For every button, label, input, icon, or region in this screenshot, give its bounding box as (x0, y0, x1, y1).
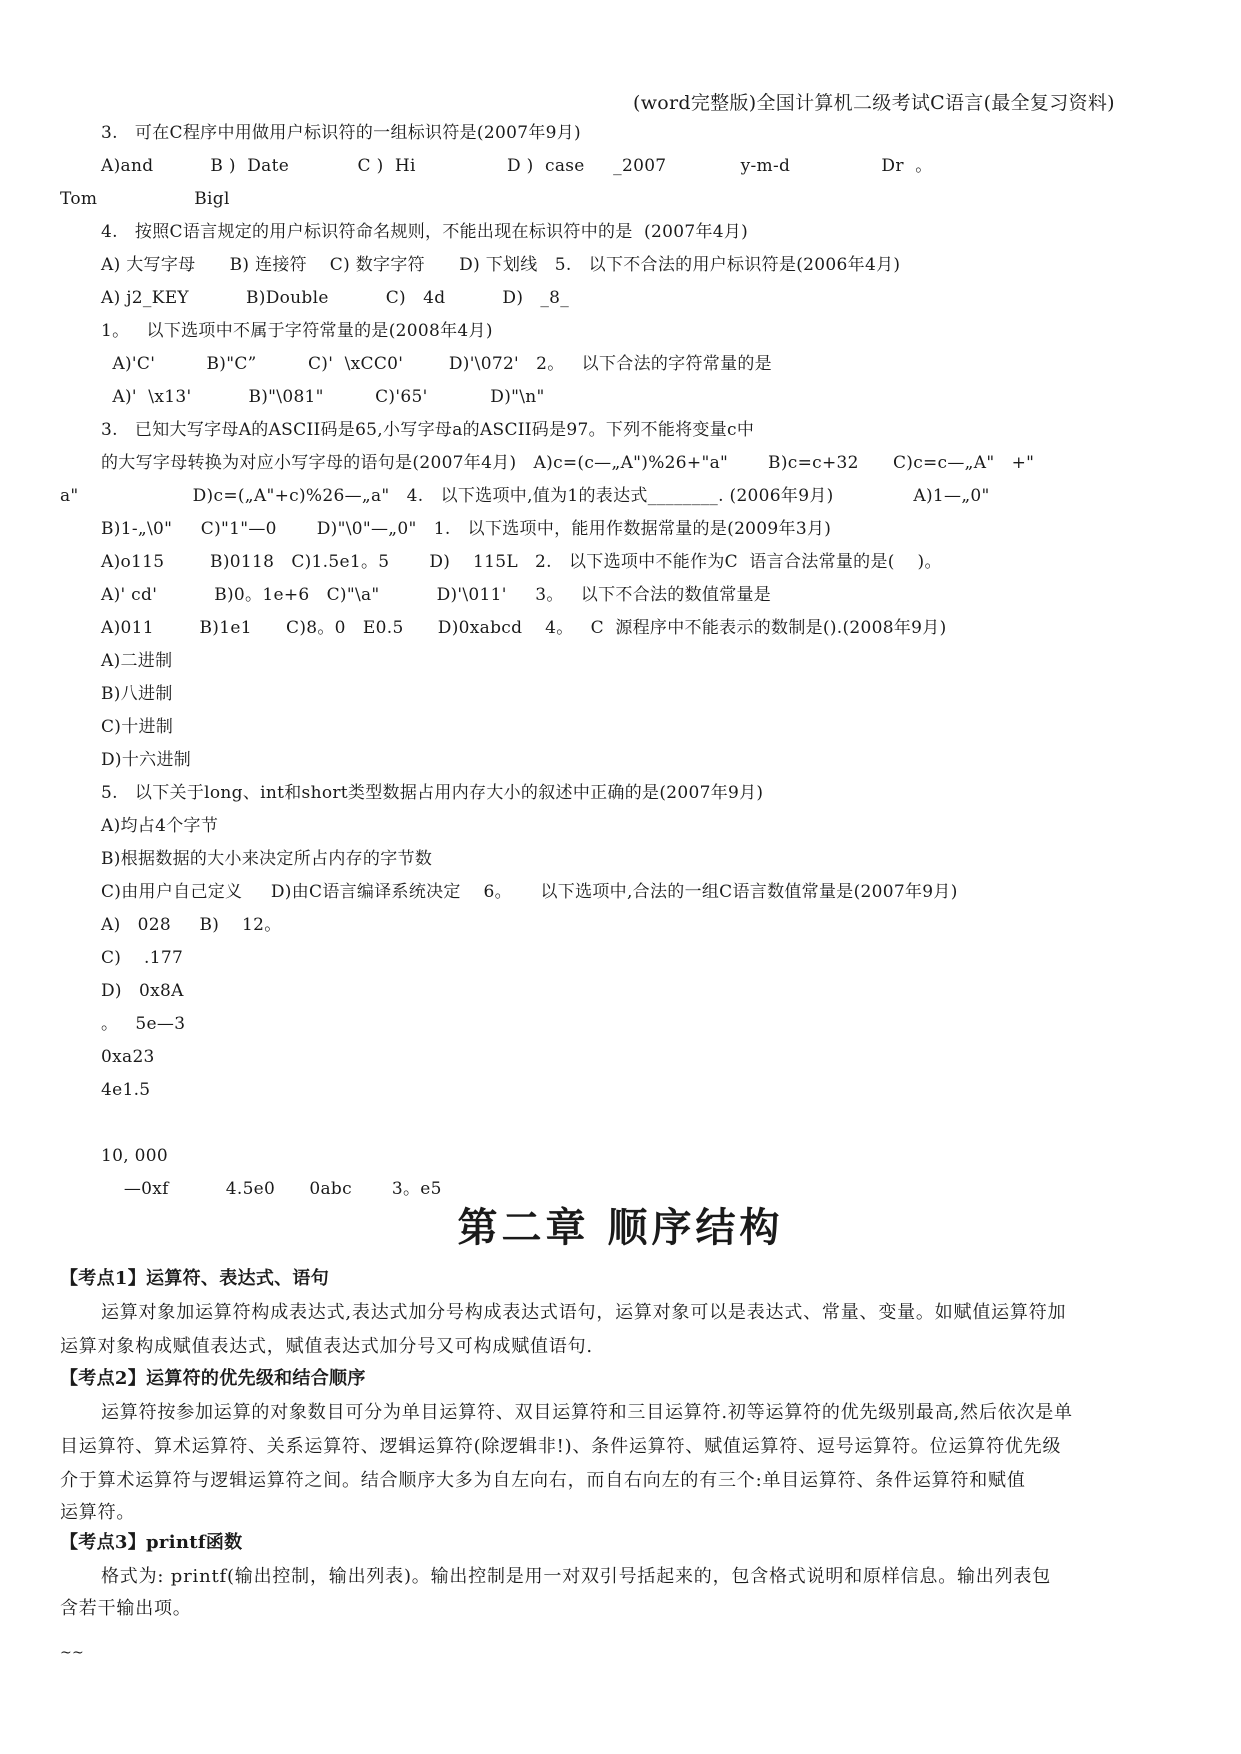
text-line: D)十六进制 (101, 750, 192, 770)
text-line: A) 028 B) 12。 (101, 915, 282, 935)
paragraph-line: 运算对象加运算符构成表达式,表达式加分号构成表达式语句，运算对象可以是表达式、常量、变量。如赋值运算符加 (101, 1302, 1067, 1323)
paragraph-line: 目运算符、算术运算符、关系运算符、逻辑运算符(除逻辑非!)、条件运算符、赋值运算符、逗号运算符。位运算符优先级 (60, 1436, 1062, 1457)
text-line: 0xa23 (101, 1047, 155, 1067)
text-line: 。 5e—3 (101, 1014, 186, 1034)
section-heading: 【考点3】printf函数 (60, 1532, 243, 1553)
text-line: —0xf 4.5e0 0abc 3。e5 (101, 1179, 442, 1199)
text-line: A)o115 B)0118 C)1.5e1。5 D) 115L 2. 以下选项中不能作为C 语言合法常量的是( )。 (101, 552, 942, 572)
paragraph-line: 含若干输出项。 (60, 1598, 192, 1619)
document-header: (word完整版)全国计算机二级考试C语言(最全复习资料) (633, 92, 1115, 114)
text-line: 1。 以下选项中不属于字符常量的是(2008年4月) (101, 321, 493, 341)
chapter-title: 第二章 顺序结构 (457, 1204, 784, 1251)
paragraph-line: 运算符按参加运算的对象数目可分为单目运算符、双目运算符和三目运算符.初等运算符的优先级别最高,然后依次是单 (101, 1402, 1073, 1423)
paragraph-line: 格式为: printf(输出控制，输出列表)。输出控制是用一对双引号括起来的，包含格式说明和原样信息。输出列表包 (101, 1566, 1051, 1587)
text-line: A) 大写字母 B) 连接符 C) 数字字符 D) 下划线 5. 以下不合法的用户标识符是(2006年4月) (101, 255, 901, 275)
text-line: A)' cd' B)0。1e+6 C)"\a" D)'\011' 3。 以下不合法的数值常量是 (101, 585, 772, 605)
text-line: 4. 按照C语言规定的用户标识符命名规则，不能出现在标识符中的是 (2007年4月) (101, 222, 749, 242)
text-line: A)' \x13' B)"\081" C)'65' D)"\n" (101, 387, 545, 407)
text-line: B)根据数据的大小来决定所占内存的字节数 (101, 849, 433, 869)
footer-mark: ~~ (60, 1645, 85, 1661)
paragraph-line: 运算符。 (60, 1502, 136, 1523)
text-line: D) 0x8A (101, 981, 184, 1001)
section-heading: 【考点1】运算符、表达式、语句 (60, 1268, 330, 1289)
text-line: 3. 可在C程序中用做用户标识符的一组标识符是(2007年9月) (101, 123, 581, 143)
text-line: A)均占4个字节 (101, 816, 219, 836)
text-line: a" D)c=(„A"+c)%26—„a" 4. 以下选项中,值为1的表达式________. (2006年9月) A)1—„0" (60, 486, 990, 506)
text-line: A) j2_KEY B)Double C) 4d D) _8_ (101, 288, 570, 308)
section-heading: 【考点2】运算符的优先级和结合顺序 (60, 1368, 366, 1389)
text-line: C) .177 (101, 948, 184, 968)
text-line: 5. 以下关于long、int和short类型数据占用内存大小的叙述中正确的是(2007年9月) (101, 783, 764, 803)
text-line: 4e1.5 (101, 1080, 151, 1100)
text-line: A)'C' B)"C” C)' \xCC0' D)'\072' 2。 以下合法的字符常量的是 (101, 354, 772, 374)
text-line: B)1-„\0" C)"1"—0 D)"\0"—„0" 1. 以下选项中，能用作数据常量的是(2009年3月) (101, 519, 832, 539)
text-line: A)二进制 (101, 651, 173, 671)
text-line: B)八进制 (101, 684, 173, 704)
text-line: C)由用户自己定义 D)由C语言编译系统决定 6。 以下选项中,合法的一组C语言数值常量是(2007年9月) (101, 882, 958, 902)
paragraph-line: 介于算术运算符与逻辑运算符之间。结合顺序大多为自左向右，而自右向左的有三个:单目运算符、条件运算符和赋值 (60, 1470, 1026, 1491)
text-line: C)十进制 (101, 717, 174, 737)
text-line: Tom Bigl (60, 189, 230, 209)
text-line: 3. 已知大写字母A的ASCII码是65,小写字母a的ASCII码是97。下列不能将变量c中 (101, 420, 755, 440)
text-line: A)011 B)1e1 C)8。0 E0.5 D)0xabcd 4。 C 源程序中不能表示的数制是().(2008年9月) (101, 618, 947, 638)
text-line: A)and B ) Date C ) Hi D ) case _2007 y-m-d Dr 。 (101, 156, 933, 176)
text-line: 的大写字母转换为对应小写字母的语句是(2007年4月) A)c=(c—„A")%26+"a" B)c=c+32 C)c=c—„A" +" (101, 453, 1035, 473)
text-line: 10, 000 (101, 1146, 168, 1166)
paragraph-line: 运算对象构成赋值表达式，赋值表达式加分号又可构成赋值语句. (60, 1336, 593, 1357)
